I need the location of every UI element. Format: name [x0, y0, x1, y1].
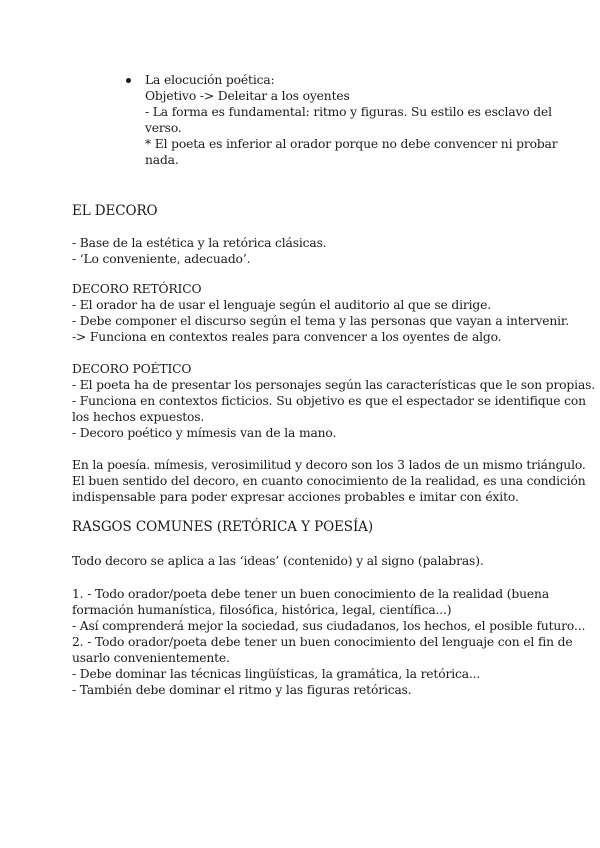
bullet-title: La elocución poética: — [145, 73, 275, 87]
text-line: En la poesía. mímesis, verosimilitud y decoro son los 3 lados de un mismo triángulo. — [72, 458, 586, 472]
rasgos-intro — [72, 553, 484, 569]
text-line: - Así comprenderá mejor la sociedad, sus ciudadanos, los hechos, el posible futuro... — [72, 619, 586, 633]
text-line: - También debe dominar el ritmo y las figuras retóricas. — [72, 683, 412, 697]
text-line: - El poeta ha de presentar los personajes según las características que le son propias. — [72, 378, 596, 392]
bullet-line: * El poeta es inferior al orador porque no debe convencer ni probar — [145, 137, 558, 151]
text-line: - Decoro poético y mímesis van de la mano. — [72, 426, 337, 440]
text-line: Todo decoro se aplica a las ‘ideas’ (contenido) y al signo (palabras). — [72, 554, 484, 568]
text-line: formación humanística, filosófica, histórica, legal, científica...) — [72, 603, 452, 617]
text-line: El buen sentido del decoro, en cuanto conocimiento de la realidad, es una condición — [72, 474, 586, 488]
text-line: - Base de la estética y la retórica clásicas. — [72, 236, 327, 250]
bullet-line: nada. — [145, 153, 179, 167]
section-decoro-poetico — [72, 361, 595, 441]
bullet-icon — [126, 78, 131, 83]
text-line: - Debe dominar las técnicas lingüísticas, la gramática, la retórica... — [72, 667, 481, 681]
bullet-line: - La forma es fundamental: ritmo y figuras. Su estilo es esclavo del — [145, 105, 552, 119]
text-line: -> Funciona en contextos reales para convencer a los oyentes de algo. — [72, 330, 502, 344]
subsection-heading: DECORO RETÓRICO — [72, 282, 202, 296]
bullet-line: Objetivo -> Deleitar a los oyentes — [145, 89, 350, 103]
text-line: usarlo convenientemente. — [72, 651, 230, 665]
text-line: 1. - Todo orador/poeta debe tener un buen conocimiento de la realidad (buena — [72, 587, 549, 601]
poesia-paragraph — [72, 457, 586, 505]
text-line: indispensable para poder expresar acciones probables e imitar con éxito. — [72, 490, 519, 504]
section-heading: EL DECORO — [72, 203, 158, 219]
text-line: - ‘Lo conveniente, adecuado’. — [72, 252, 251, 266]
text-line: - Funciona en contextos ficticios. Su objetivo es que el espectador se identifique con — [72, 394, 586, 408]
text-line: - El orador ha de usar el lenguaje según el auditorio al que se dirige. — [72, 298, 492, 312]
subsection-heading: DECORO POÉTICO — [72, 362, 192, 376]
text-line: - Debe componer el discurso según el tema y las personas que vayan a intervenir. — [72, 314, 570, 328]
section-decoro-retorico — [72, 281, 569, 345]
section-rasgos — [72, 518, 373, 536]
section-heading: RASGOS COMUNES (RETÓRICA Y POESÍA) — [72, 519, 373, 535]
decoro-lines — [72, 235, 327, 267]
bullet-line: verso. — [145, 121, 182, 135]
section-decoro — [72, 202, 158, 220]
rasgos-list — [72, 586, 585, 698]
text-line: 2. - Todo orador/poeta debe tener un buen conocimiento del lenguaje con el fin de — [72, 635, 573, 649]
text-line: los hechos expuestos. — [72, 410, 205, 424]
